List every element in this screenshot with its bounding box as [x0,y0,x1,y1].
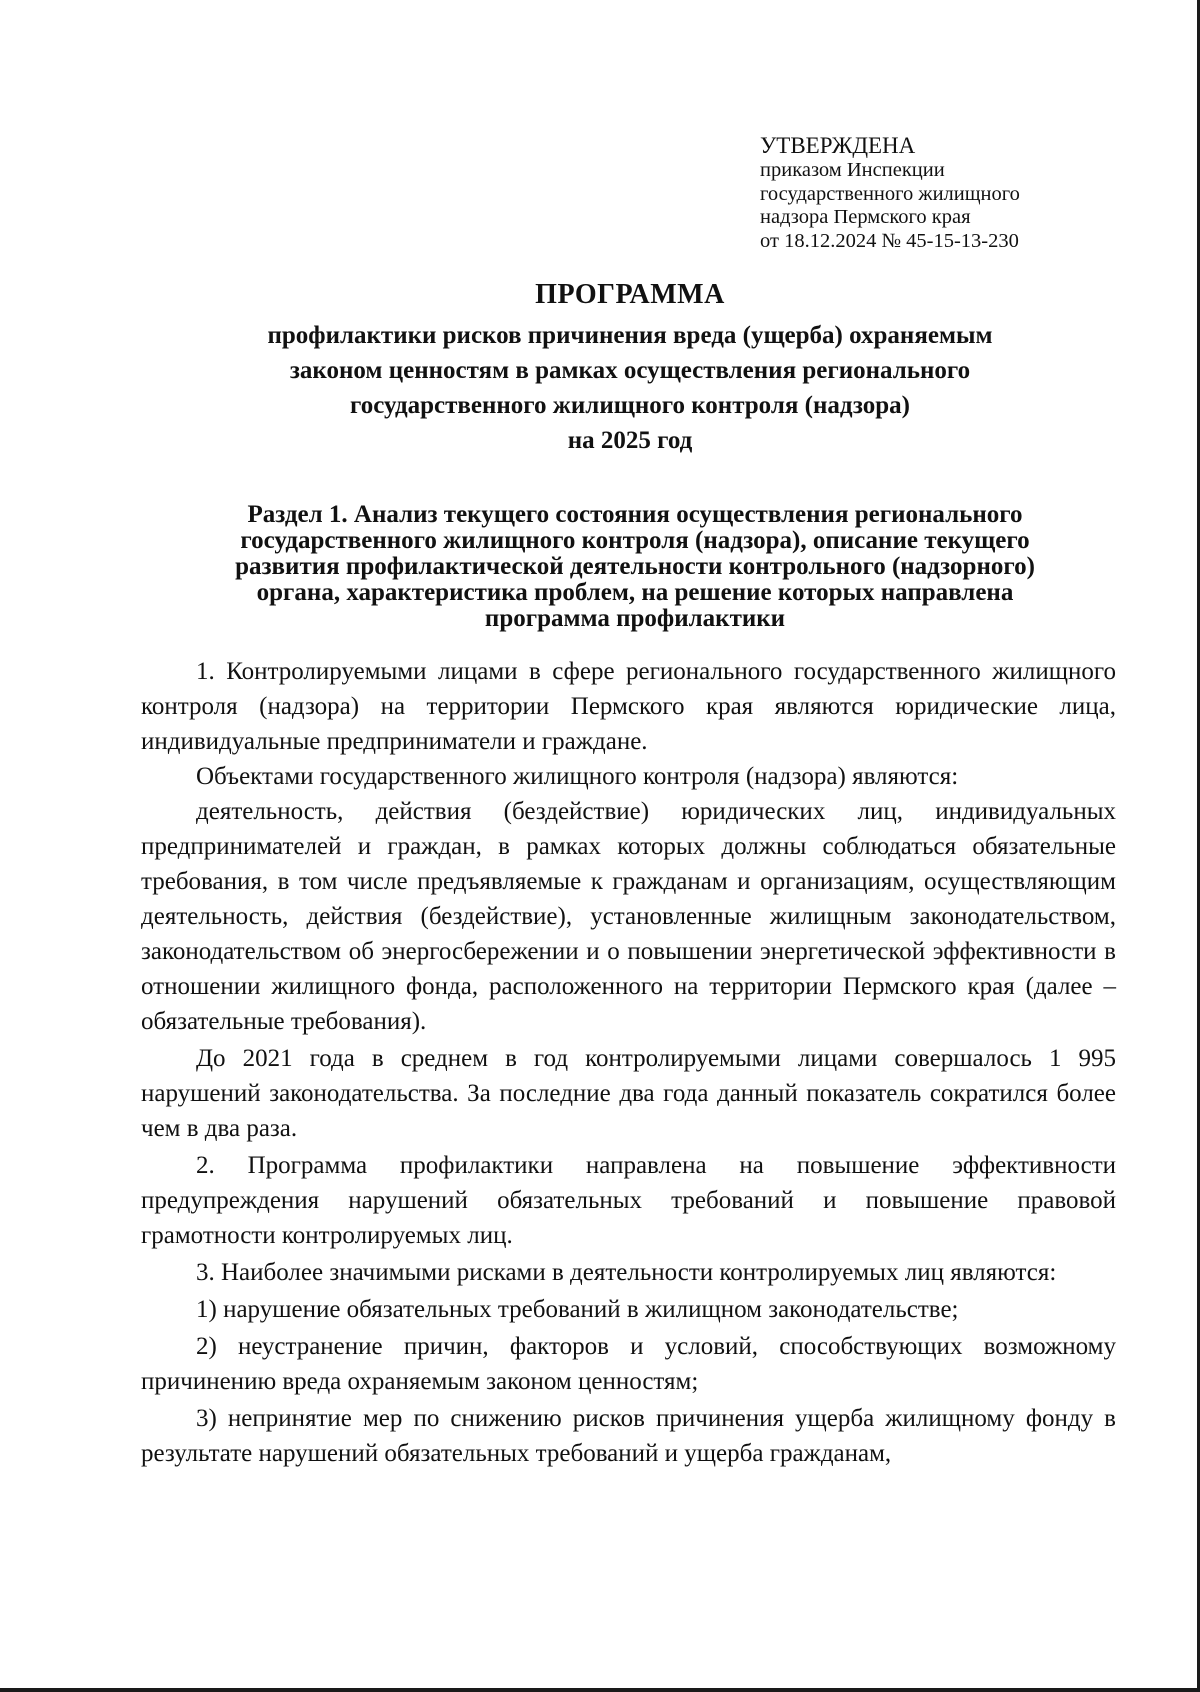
paragraph: Объектами государственного жилищного контроля (надзора) являются: [196,763,959,790]
document-title: ПРОГРАММА [535,279,725,310]
paragraph: До 2021 года в среднем в год контролируемыми лицами совершалось 1 995 нарушений законодательства. За последние два года данный показатель сократился более чем в два раза. [141,1045,1116,1142]
document-subtitle [200,318,1060,458]
subtitle-line: законом ценностям в рамках осуществления регионального [289,357,971,384]
section-heading-line: программа профилактики [484,605,786,632]
list-item: 1) нарушение обязательных требований в жилищном законодательстве; [196,1296,959,1323]
approval-heading: УТВЕРЖДЕНА [760,133,916,158]
document-body [141,654,1116,1471]
paragraph: 1. Контролируемыми лицами в сфере регионального государственного жилищного контроля (надзора) на территории Пермского края являются юридические лица, индивидуальные предприниматели и граждане. [141,658,1116,755]
approval-line: приказом Инспекции [760,159,945,181]
subtitle-year: на 2025 год [567,427,693,454]
section-heading [160,502,1110,632]
section-heading-line: Раздел 1. Анализ текущего состояния осуществления регионального [247,501,1023,528]
approval-stamp-block [760,133,1160,253]
section-heading-line: развития профилактической деятельности контрольного (надзорного) [235,553,1035,580]
approval-order-number: от 18.12.2024 № 45-15-13-230 [760,229,1019,252]
section-heading-line: органа, характеристика проблем, на решение которых направлена [256,579,1014,606]
list-item: 2) неустранение причин, факторов и условий, способствующих возможному причинению вреда охраняемым законом ценностям; [141,1333,1116,1395]
subtitle-line: профилактики рисков причинения вреда (ущерба) охраняемым [267,322,993,349]
paragraph: 2. Программа профилактики направлена на повышение эффективности предупреждения нарушений обязательных требований и повышение правовой грамотности контролируемых лиц. [141,1152,1116,1249]
approval-line: надзора Пермского края [760,206,971,228]
paragraph: деятельность, действия (бездействие) юридических лиц, индивидуальных предпринимателей и граждан, в рамках которых должны соблюдаться обязательные требования, в том числе предъявляемые к гражданам и организациям, осуществляющим деятельность, действия (бездействие), установленные жилищным законодательством, законодательством об энергосбережении и о повышении энергетической эффективности в отношении жилищного фонда, расположенного на территории Пермского края (далее – обязательные требования). [141,798,1116,1035]
document-title-block [200,278,1060,458]
list-item: 3) непринятие мер по снижению рисков причинения ущерба жилищному фонду в результате нарушений обязательных требований и ущерба гражданам, [141,1405,1116,1467]
paragraph: 3. Наиболее значимыми рисками в деятельности контролируемых лиц являются: [196,1259,1057,1286]
approval-line: государственного жилищного [760,182,1020,205]
section-heading-line: государственного жилищного контроля (надзора), описание текущего [240,527,1030,554]
subtitle-line: государственного жилищного контроля (надзора) [350,392,910,419]
scan-edge-bottom [0,1688,1200,1692]
